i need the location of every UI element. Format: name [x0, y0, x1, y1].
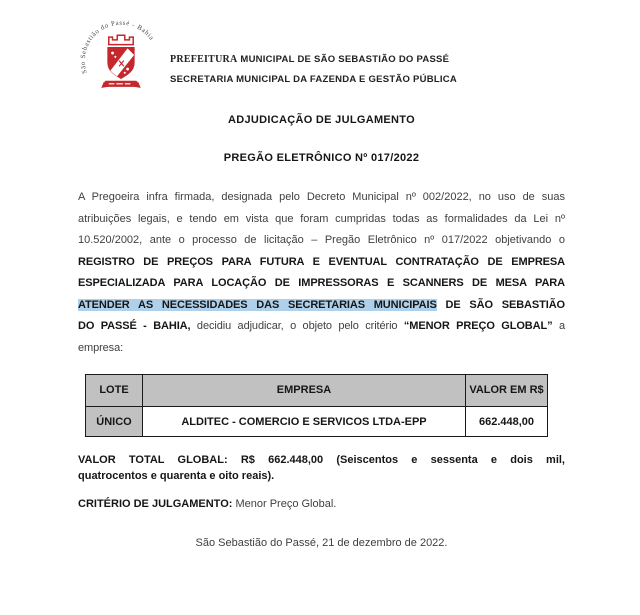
org-name-block [170, 50, 457, 97]
criterion-quote: “MENOR PREÇO GLOBAL” [403, 320, 553, 332]
org-line1-rest: MUNICIPAL DE SÃO SEBASTIÃO DO PASSÉ [237, 54, 450, 65]
paragraph-line: 10.520/2002, ante o processo de licitação – Pregão Eletrônico nº 017/2022 objetivando o [78, 234, 565, 246]
object-normal-segment: decidiu adjudicar, o objeto pelo critério [190, 320, 404, 332]
judgment-criteria [78, 497, 565, 512]
letterhead [78, 13, 565, 97]
table-row [86, 407, 548, 437]
object-line [78, 295, 565, 317]
paragraph-line: A Pregoeira infra firmada, designada pelo Decreto Municipal nº 002/2022, no uso de suas [78, 191, 565, 203]
coat-of-arms-icon [74, 13, 168, 95]
opening-paragraph [78, 187, 565, 359]
cell-empresa: ALDITEC - COMERCIO E SERVICOS LTDA-EPP [143, 407, 466, 437]
criteria-label: CRITÉRIO DE JULGAMENTO: [78, 498, 233, 510]
table-header-row [86, 375, 548, 407]
object-line [78, 316, 565, 338]
object-line: REGISTRO DE PREÇOS PARA FUTURA E EVENTUAL CONTRATAÇÃO DE EMPRESA [78, 255, 565, 268]
object-line: empresa: [78, 341, 124, 354]
object-description [78, 252, 565, 360]
highlighted-text: ATENDER AS NECESSIDADES DAS SECRETARIAS MUNICIPAIS [78, 298, 437, 311]
object-bold-segment: DO PASSÉ - BAHIA, [78, 320, 191, 332]
object-line-rest: DE SÃO SEBASTIÃO [436, 298, 565, 311]
header-valor: VALOR EM R$ [466, 375, 548, 407]
total-line-1: VALOR TOTAL GLOBAL: R$ 662.448,00 (Seiscentos e sessenta e dois mil, [78, 454, 565, 466]
object-normal-segment: a [552, 320, 565, 332]
cell-valor: 662.448,00 [466, 407, 548, 437]
document-subtitle: PREGÃO ELETRÔNICO Nº 017/2022 [223, 152, 420, 164]
header-lote: LOTE [86, 375, 143, 407]
paragraph-line: atribuições legais, e tendo em vista que foram cumpridas todas as formalidades da Lei nº [78, 212, 565, 225]
cell-lote: ÚNICO [86, 407, 143, 437]
place-and-date: São Sebastião do Passé, 21 de dezembro de 2022. [195, 537, 448, 549]
criteria-value: Menor Preço Global. [232, 498, 337, 510]
document-title: ADJUDICAÇÃO DE JULGAMENTO [228, 114, 415, 126]
header-empresa: EMPRESA [143, 375, 466, 407]
org-line-1 [170, 50, 457, 70]
org-line-2: SECRETARIA MUNICIPAL DA FAZENDA E GESTÃO PÚBLICA [170, 73, 457, 85]
org-line1-prefix: PREFEITURA [170, 54, 238, 65]
object-line: ESPECIALIZADA PARA LOCAÇÃO DE IMPRESSORAS E SCANNERS DE MESA PARA [78, 277, 565, 289]
crown-shape [109, 35, 133, 44]
municipal-coat-of-arms-logo [74, 13, 168, 95]
adjudication-table [85, 374, 548, 437]
total-value-paragraph [78, 452, 565, 484]
total-line-2: quatrocentos e quarenta e oito reais). [78, 470, 275, 482]
logo-arc-text: São Sebastião do Passé - Bahia [79, 19, 156, 75]
